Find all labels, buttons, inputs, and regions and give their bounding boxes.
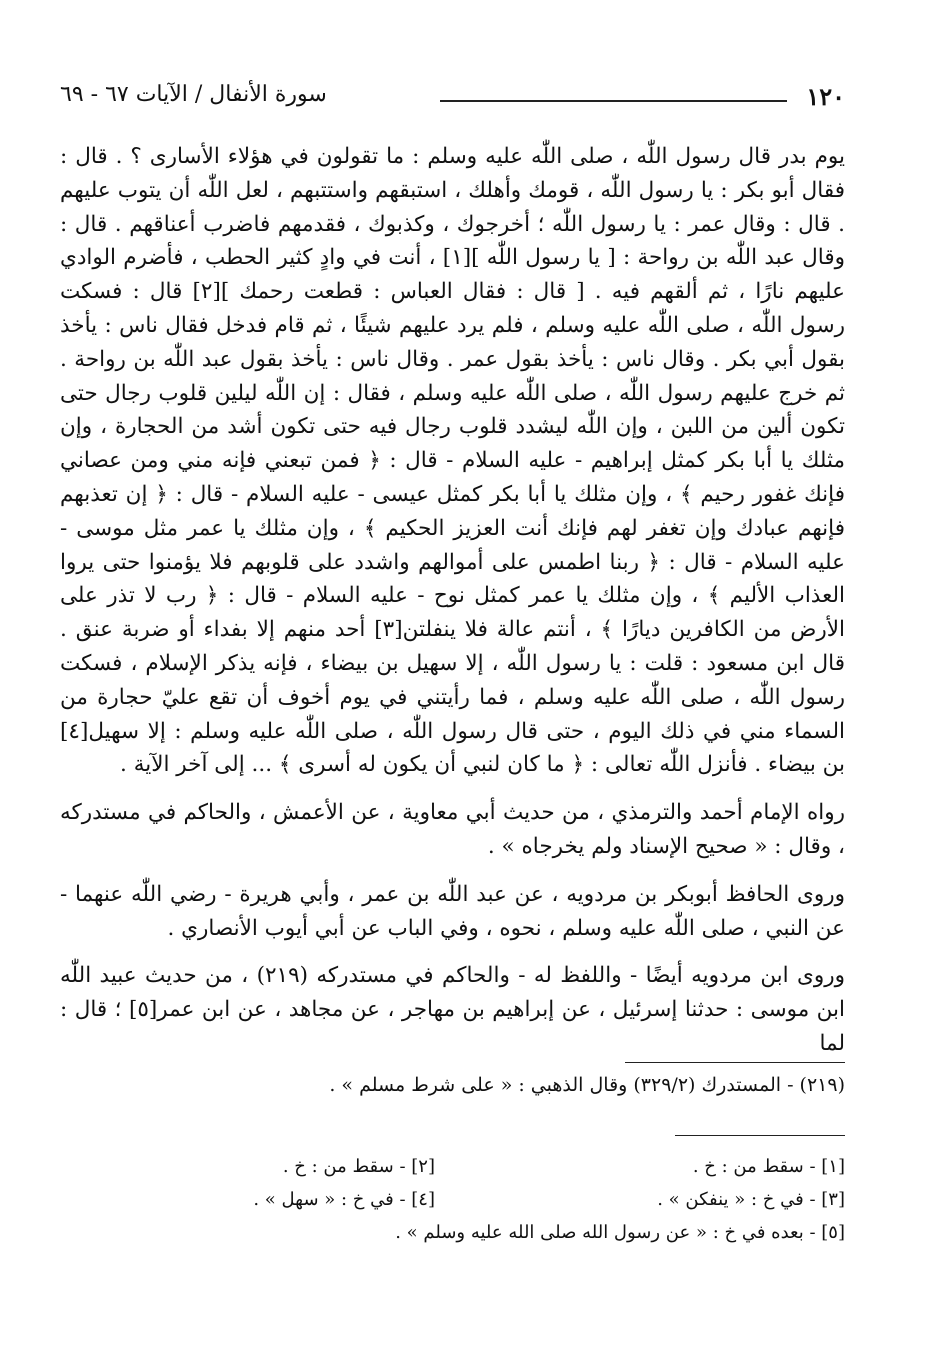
page-header — [60, 78, 845, 118]
paragraph: يوم بدر قال رسول اللّٰه ، صلى اللّٰه عليه وسلم : ما تقولون في هؤلاء الأسارى ؟ . قال : فقال أبو بكر : يا رسول اللّٰه ، قومك وأهلك ، استبقهم واستتبهم ، لعل اللّٰه أن يتوب عليهم . قال : وقال عمر : يا رسول اللّٰه ؛ أخرجوك ، وكذبوك ، فقدمهم فاضرب أعناقهم . قال : وقال عبد اللّٰه بن رواحة : [ يا رسول اللّٰه ][١] ، أنت في وادٍ كثير الحطب ، فأضرم الوادي عليهم نارًا ، ثم ألقهم فيه . [ قال : فقال العباس : قطعت رحمك ][٢] قال : فسكت رسول اللّٰه ، صلى اللّٰه عليه وسلم ، فلم يرد عليهم شيئًا ، ثم قام فدخل فقال ناس : يأخذ بقول أبي بكر . وقال ناس : يأخذ بقول عمر . وقال ناس : يأخذ بقول عبد اللّٰه بن رواحة . ثم خرج عليهم رسول اللّٰه ، صلى اللّٰه عليه وسلم ، فقال : إن اللّٰه ليلين قلوب رجال حتى تكون ألين من اللبن ، وإن اللّٰه ليشدد قلوب رجال فيه حتى تكون أشد من الحجارة ، وإن مثلك يا أبا بكر كمثل إبراهيم - عليه السلام - قال : ﴿ فمن تبعني فإنه مني ومن عصاني فإنك غفور رحيم ﴾ ، وإن مثلك يا أبا بكر كمثل عيسى - عليه السلام - قال : ﴿ إن تعذبهم فإنهم عبادك وإن تغفر لهم فإنك أنت العزيز الحكيم ﴾ ، وإن مثلك يا عمر مثل موسى - عليه السلام - قال : ﴿ ربنا اطمس على أموالهم واشدد على قلوبهم فلا يؤمنوا حتى يروا العذاب الأليم ﴾ ، وإن مثلك يا عمر كمثل نوح - عليه السلام - قال : ﴿ رب لا تذر على الأرض من الكافرين ديارًا ﴾ ، أنتم عالة فلا ينفلتن[٣] أحد منهم إلا بفداء أو ضربة عنق . قال ابن مسعود : قلت : يا رسول اللّٰه ، إلا سهيل بن بيضاء ، فإنه يذكر الإسلام ، فسكت رسول اللّٰه ، صلى اللّٰه عليه وسلم ، فما رأيتني في يوم أخوف أن تقع عليّ حجارة من السماء مني في ذلك اليوم ، حتى قال رسول اللّٰه ، صلى اللّٰه عليه وسلم : إلا سهيل[٤] بن بيضاء . فأنزل اللّٰه تعالى : ﴿ ما كان لنبي أن يكون له أسرى ﴾ ... إلى آخر الآية . — [60, 144, 845, 778]
running-title: سورة الأنفال / الآيات ٦٧ - ٦٩ — [60, 82, 327, 107]
footnote-rule — [625, 1062, 845, 1063]
note-item: [١] - سقط من : خ . — [692, 1156, 845, 1177]
paragraph: وروى ابن مردويه أيضًا - واللفظ له - والحاكم في مستدركه (٢١٩) ، من حديث عبيد اللّٰه ابن موسى : حدثنا إسرئيل ، عن إبراهيم بن مهاجر ، عن مجاهد ، عن ابن عمر[٥] ؛ قال : لما — [60, 963, 846, 1056]
notes-row — [60, 1183, 845, 1216]
notes-row — [60, 1216, 845, 1249]
page-number: ١٢٠ — [806, 82, 845, 111]
editorial-notes — [60, 1150, 845, 1249]
header-rule — [440, 100, 787, 102]
note-item: [٢] - سقط من : خ . — [282, 1156, 435, 1177]
note-item: [٤] - في خ : « سهل » . — [253, 1189, 435, 1210]
note-item: [٣] - في خ : « ينفكن » . — [657, 1189, 845, 1210]
notes-rule — [675, 1135, 845, 1136]
paragraph: وروى الحافظ أبوبكر بن مردويه ، عن عبد اللّٰه بن عمر ، وأبي هريرة - رضي اللّٰه عنهما - عن النبي ، صلى اللّٰه عليه وسلم ، نحوه ، وفي الباب عن أبي أيوب الأنصاري . — [60, 881, 845, 941]
note-item: [٥] - بعده في خ : « عن رسول الله صلى الله عليه وسلم » . — [395, 1222, 845, 1243]
footnote: (٢١٩) - المستدرك (٣٢٩/٢) وقال الذهبي : « على شرط مسلم » . — [329, 1074, 845, 1096]
notes-row — [60, 1150, 845, 1183]
main-text — [60, 140, 845, 1061]
paragraph: رواه الإمام أحمد والترمذي ، من حديث أبي معاوية ، عن الأعمش ، والحاكم في مستدركه ، وقال : « صحيح الإسناد ولم يخرجاه » . — [60, 800, 845, 859]
